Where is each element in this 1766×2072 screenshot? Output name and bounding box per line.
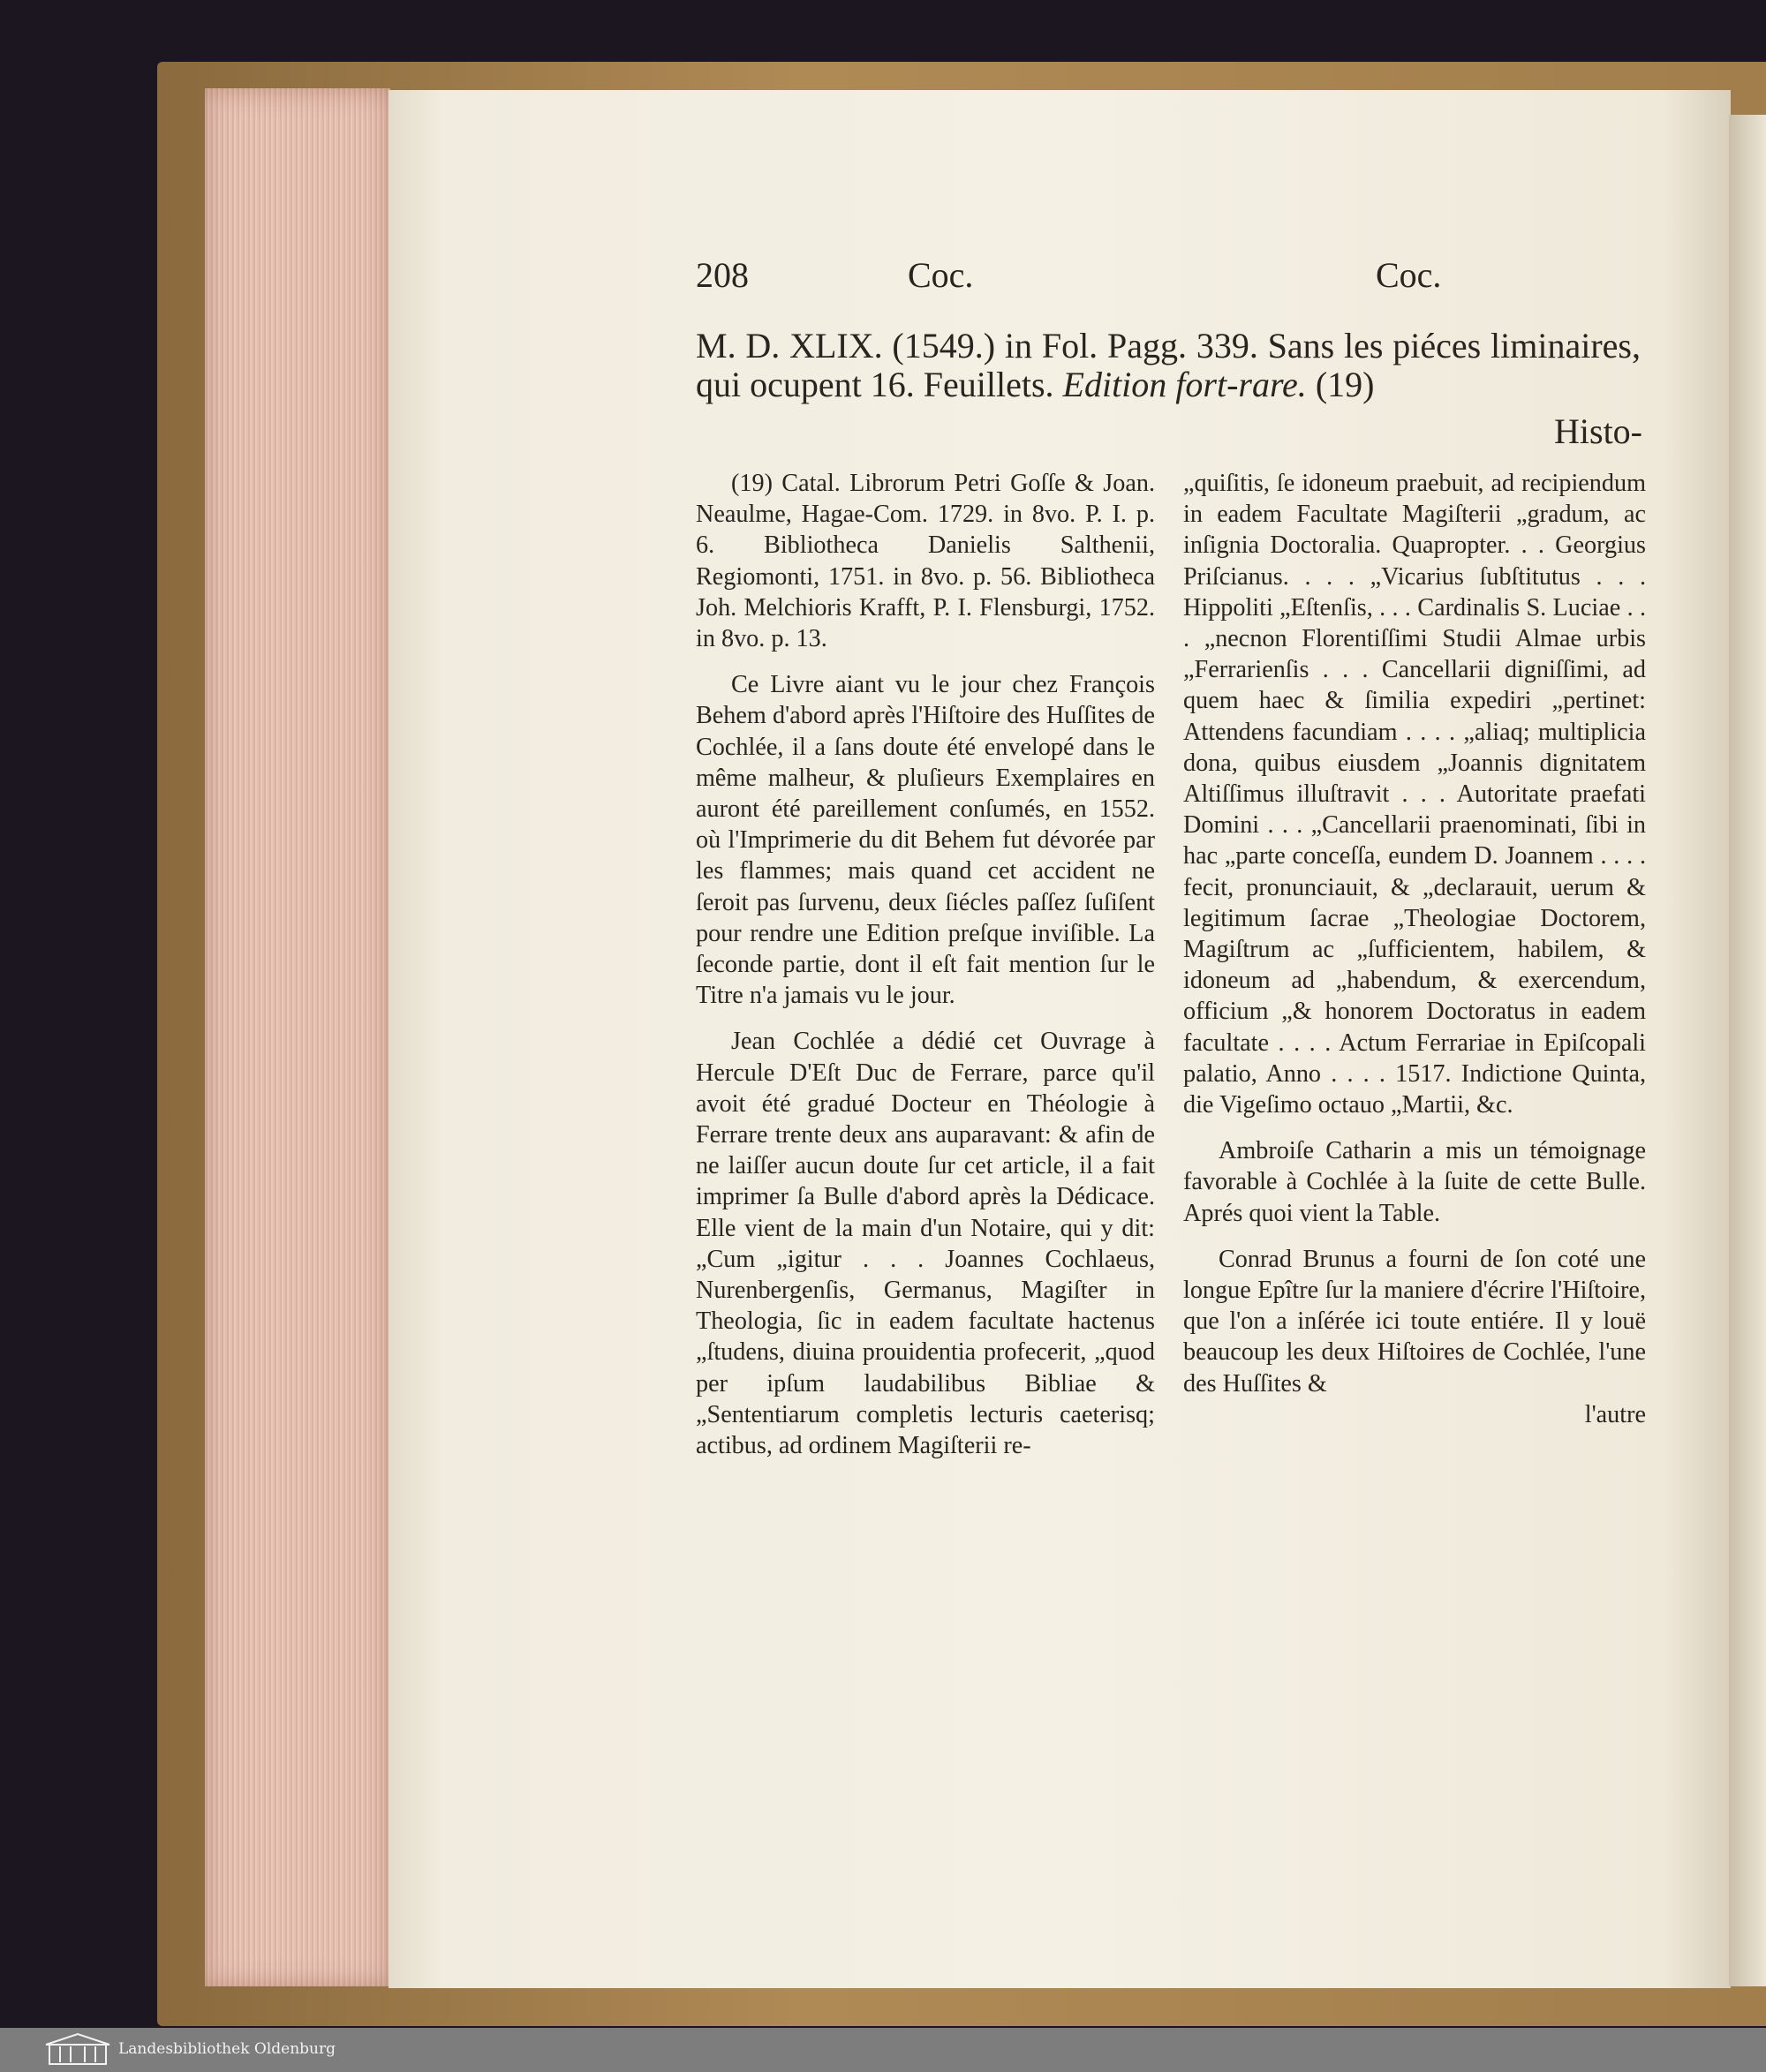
library-name: Landesbibliothek Oldenburg bbox=[118, 2040, 336, 2058]
footer-bar bbox=[0, 2028, 1766, 2072]
right-running-head: Coc. bbox=[1376, 255, 1442, 295]
page-edges bbox=[205, 88, 390, 1986]
paragraph: „quiſitis, ſe idoneum praebuit, ad recipiendum in eadem Facultate Magiſterii „gradum, ac inſignia Doctoralia. Quapropter. . . Georgius Priſcianus. . . . „Vicarius ſubſtitutus . . . Hippoliti „Eſtenſis, . . . Cardinalis S. Luciae . . . „necnon Florentiſſimi Studii Almae urbis „Ferrarienſis . . . Cancellarii digniſſimi, ad quem haec & ſimilia expediri „pertinet: Attendens facundiam . . . . „aliaq; multiplicia dona, quibus eiusdem „Joannis dignitatem Altiſſimus illuſtravit . . . Autoritate praefati Domini . . . „Cancellarii praenominati, ſibi in hac „parte conceſſa, eundem D. Joannem . . . . fecit, pronunciauit, & „declarauit, uerum & legitimum ſacrae „Theologiae Doctorem, Magiſtrum ac „ſufficientem, habilem, & idoneum ad „habendum, & exercendum, officium „& honorem Doctoratus in eadem facultate . . . . Actum Ferrariae in Epiſcopali palatio, Anno . . . . 1517. Indictione Quinta, die Vigeſimo octauo „Martii, &c. bbox=[1183, 470, 1646, 1119]
catchword-top: Histo- bbox=[1554, 411, 1642, 451]
title-line-2-text: qui ocupent 16. Feuillets. bbox=[696, 365, 1063, 404]
footnote-paragraph: (19) Catal. Librorum Petri Goſſe & Joan. Neaulme, Hagae-Com. 1729. in 8vo. P. I. p. 6. Bibliotheca Danielis Salthenii, Regiomonti, 1751. in 8vo. p. 56. Bibliotheca Joh. Melchioris Krafft, P. I. Flensburgi, 1752. in 8vo. p. 13. bbox=[696, 470, 1155, 653]
running-header bbox=[696, 254, 1641, 298]
title-line-1: M. D. XLIX. (1549.) in Fol. Pagg. 339. Sans les piéces liminaires, bbox=[696, 326, 1641, 365]
paragraph: Ambroiſe Catharin a mis un témoignage favorable à Cochlée à la ſuite de cette Bulle. Aprés quoi vient la Table. bbox=[1183, 1137, 1646, 1227]
catchword-bottom: l'autre bbox=[1584, 1400, 1646, 1428]
left-running-head: Coc. bbox=[908, 255, 974, 295]
facing-page-edge bbox=[1729, 115, 1766, 1986]
left-column bbox=[696, 468, 1155, 1461]
paragraph: Jean Cochlée a dédié cet Ouvrage à Hercule D'Eſt Duc de Ferrare, parce qu'il avoit été gradué Docteur en Théologie à Ferrare trente deux ans auparavant: & afin de ne laiſſer aucun doute ſur cet article, il a fait imprimer ſa Bulle d'abord après la Dédicace. Elle vient de la main d'un Notaire, qui y dit: „Cum „igitur . . . Joannes Cochlaeus, Nurenbergenſis, Germanus, Magiſter in Theologia, ſic in eadem facultate hactenus „ſtudens, diuina prouidentia profecerit, „quod per ipſum laudabilibus Bibliae & „Sententiarum completis lecturis caeterisq; actibus, ad ordinem Magiſterii re- bbox=[696, 1028, 1155, 1460]
footnote-ref: (19) bbox=[1306, 365, 1375, 404]
paragraph: Ce Livre aiant vu le jour chez François Behem d'abord après l'Hiſtoire des Huſſites de Cochlée, il a ſans doute été envelopé dans le même malheur, & pluſieurs Exemplaires en auront été pareillement conſumés, en 1552. où l'Imprimerie du dit Behem fut dévorée par les flammes; mais quand cet accident ne ſeroit pas ſurvenu, deux ſiécles paſſez ſuſiſent pour rendre une Edition preſque inviſible. La ſeconde partie, dont il eſt fait mention ſur le Titre n'a jamais vu le jour. bbox=[696, 671, 1155, 1010]
edition-note: Edition fort-rare. bbox=[1062, 365, 1307, 404]
right-column bbox=[1183, 468, 1646, 1430]
library-building-icon bbox=[42, 2032, 113, 2068]
paragraph: Conrad Brunus a fourni de ſon coté une longue Epître ſur la maniere d'écrire l'Hiſtoire, que l'on a inſérée ici toute entiére. Il y louë beaucoup les deux Hiſtoires de Cochlée, l'une des Huſſites & bbox=[1183, 1245, 1646, 1398]
page-number: 208 bbox=[696, 255, 749, 295]
title-line-2 bbox=[696, 364, 1641, 405]
